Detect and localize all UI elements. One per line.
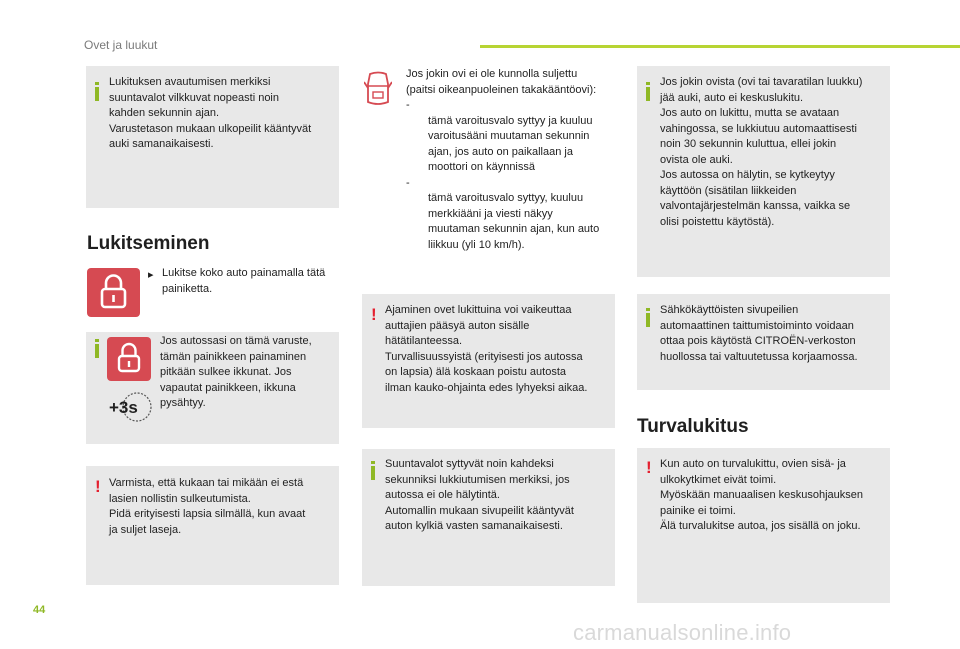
step-arrow-icon: ▸	[148, 269, 154, 281]
warning-text-windows: Varmista, että kukaan tai mikään ei estä lasien nollistin sulkeutumista. Pidä erityisesti lapsia silmällä, kun avaat ja suljet laseja.	[109, 477, 306, 536]
watermark: carmanualsonline.info	[573, 620, 792, 645]
heading-turvalukitus: Turvalukitus	[637, 416, 749, 437]
info-text-door-ajar: Jos jokin ovista (ovi tai tavaratilan luukku) jää auki, auto ei keskuslukitu. Jos auto on lukittu, mutta se avataan vahingossa, se lukkiutuu automaattisesti noin 30 sekunnin kuluttua, ellei jokin ovista ole auki. Jos autossa on hälytin, se kytkeytyy käyttöön (sisätilan liikkeiden valvontajärjestelmän kanssa, vaikka se olisi poistettu käytöstä).	[660, 76, 863, 228]
info-icon	[95, 344, 99, 358]
step-text-lock: Lukitse koko auto painamalla tätä painiketta.	[162, 267, 326, 295]
lock-button-icon	[87, 268, 140, 317]
warning-icon: !	[646, 458, 652, 477]
warning-icon: !	[371, 305, 377, 324]
page-number: 44	[33, 604, 46, 616]
info-icon	[646, 313, 650, 327]
door-open-warning-icon	[364, 70, 392, 115]
section-header-title: Ovet ja luukut	[84, 38, 158, 52]
door-warning-intro: Jos jokin ovi ei ole kunnolla suljettu (paitsi oikeanpuoleinen takakääntöovi):	[406, 68, 597, 96]
timer-label: +3s	[109, 398, 138, 417]
lock-button-icon-small	[107, 337, 151, 381]
heading-lukitseminen: Lukitseminen	[87, 233, 210, 254]
info-text-mirror-fold: Sähkökäyttöisten sivupeilien automaattinen taittumistoiminto voidaan ottaa pois käytöstä CITROËN-verkoston huollossa tai valtuutetussa korjaamossa.	[660, 304, 858, 363]
list-item: - tämä varoitusvalo syttyy ja kuuluu varoitusääni muutaman sekunnin ajan, jos auto on paikallaan ja moottori on käynnissä	[406, 99, 593, 173]
info-icon	[95, 87, 99, 101]
door-warning-list	[406, 98, 621, 253]
info-text-lock-signal: Suuntavalot syttyvät noin kahdeksi sekunniksi lukkiutumisen merkiksi, jos autossa ei ole hälytintä. Automallin mukaan sivupeilit kääntyvät auton kylkiä vasten samanaikaisesti.	[385, 458, 574, 532]
info-text-window-close: Jos autossasi on tämä varuste, tämän painikkeen painaminen pitkään sulkee ikkunat. Jos vapautat painikkeen, ikkuna pysähtyy.	[160, 335, 312, 409]
info-icon	[371, 466, 375, 480]
info-icon	[646, 87, 650, 101]
info-text-unlock-signal: Lukituksen avautumisen merkiksi suuntavalot vilkkuvat nopeasti noin kahden sekunnin ajan. Varustetason mukaan ulkopeilit kääntyvät auki samanaikaisesti.	[109, 76, 312, 150]
warning-text-locked-driving: Ajaminen ovet lukittuina voi vaikeuttaa auttajien pääsyä auton sisälle hätätilanteessa. Turvallisuussyistä (erityisesti jos autossa on lapsia) älä koskaan poistu autosta ilman kauko-ohjainta edes lyhyeksi aikaa.	[385, 304, 588, 394]
warning-text-deadlock: Kun auto on turvalukittu, ovien sisä- ja ulkokytkimet eivät toimi. Myöskään manuaalisen keskusohjauksen painike ei toimi. Älä turvalukitse autoa, jos sisällä on joku.	[660, 458, 864, 532]
list-item: - tämä varoitusvalo syttyy, kuuluu merkkiääni ja viesti näkyy muutaman sekunnin ajan, kun auto liikkuu (yli 10 km/h).	[406, 176, 600, 251]
header-accent-bar	[480, 45, 960, 48]
warning-icon: !	[95, 477, 101, 496]
timer-3s-icon	[107, 390, 155, 429]
